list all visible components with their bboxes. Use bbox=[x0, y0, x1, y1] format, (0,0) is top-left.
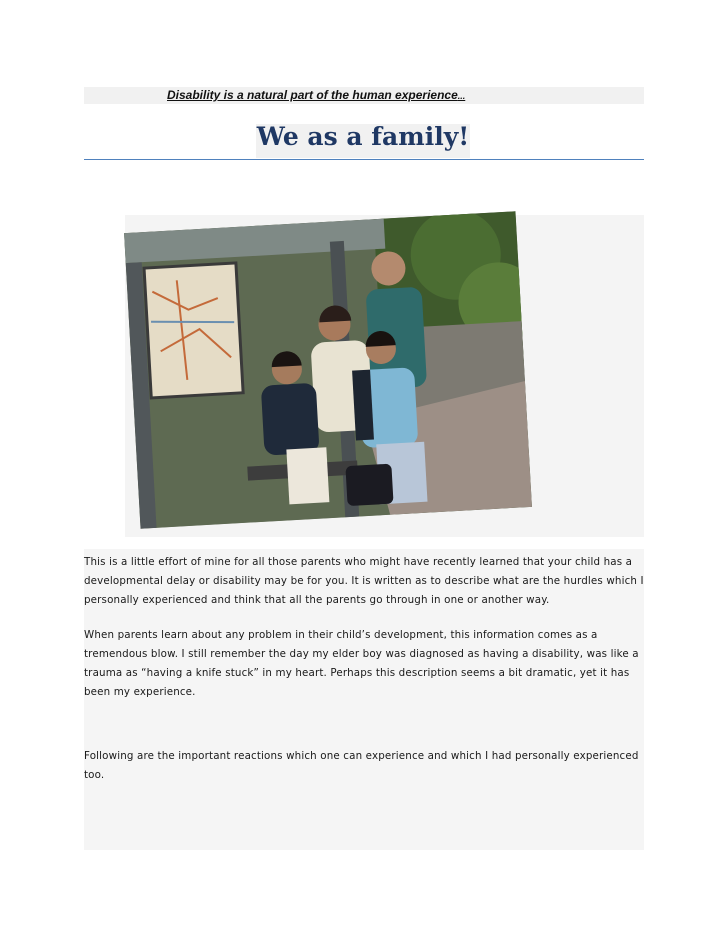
family-photo bbox=[124, 211, 532, 528]
tagline-ellipsis: ... bbox=[457, 91, 466, 101]
paragraph-diagnosis: When parents learn about any problem in their child’s development, this information comes as a tremendous blow. I still remember the day my elder boy was diagnosed as having a disability, was like a trauma as “having a knife stuck” in my heart. Perhaps this description seems a bit dramatic, yet it has been my experience. bbox=[84, 629, 639, 698]
page-title: We as a family! bbox=[256, 122, 470, 151]
title-divider bbox=[84, 159, 644, 160]
route-map bbox=[144, 263, 243, 398]
family-photo-illustration bbox=[124, 211, 532, 528]
tagline-text: Disability is a natural part of the human experience bbox=[167, 88, 458, 102]
paragraph-intro: This is a little effort of mine for all those parents who might have recently learned that your child has a developmental delay or disability may be for you. It is written as to describe what are the hurdles which I personally experienced and think that all the parents go through in one or another way. bbox=[84, 556, 644, 606]
paragraph-reactions: Following are the important reactions which one can experience and which I had personally experienced too. bbox=[84, 750, 639, 781]
tagline bbox=[167, 88, 465, 102]
